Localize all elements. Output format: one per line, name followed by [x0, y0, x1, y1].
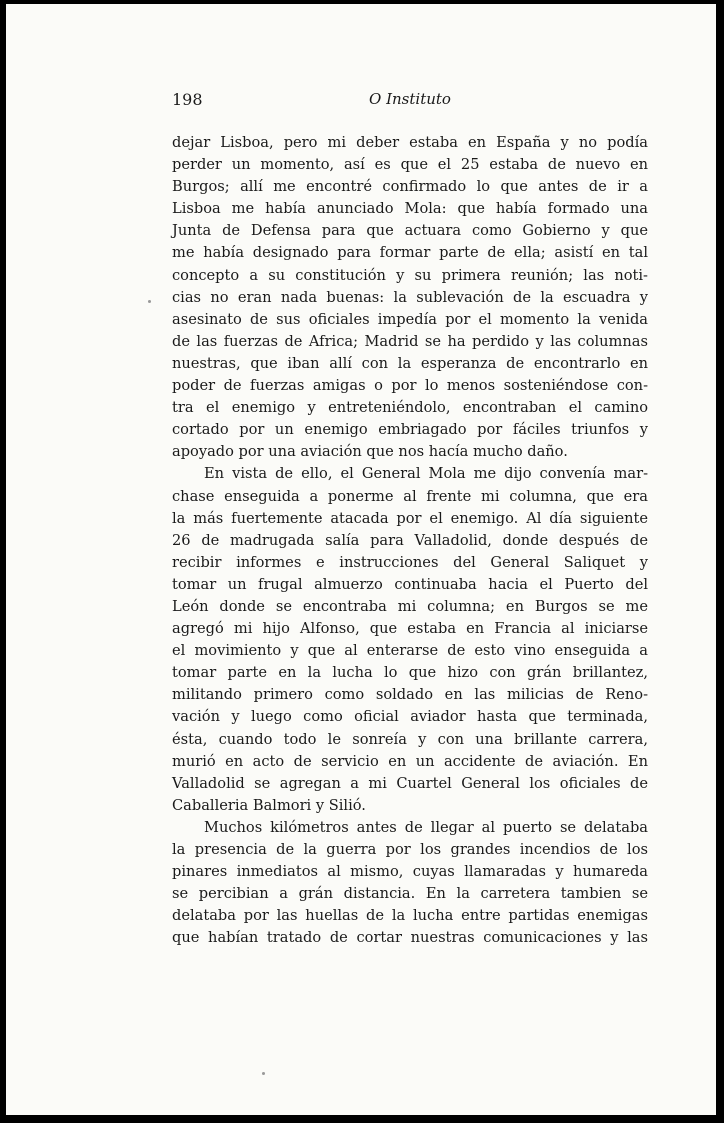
text-line: Muchos kilómetros antes de llegar al puerto se delataba: [204, 818, 648, 836]
page-number: 198: [172, 90, 203, 109]
text-line: cias no eran nada buenas: la sublevación de la escuadra y: [172, 288, 648, 306]
text-line: 26 de madrugada salía para Valladolid, donde después de: [172, 531, 648, 549]
text-line: se percibian a grán distancia. En la carretera tambien se: [172, 885, 648, 903]
text-line: la presencia de la guerra por los grandes incendios de los: [172, 841, 648, 858]
text-line: Caballeria Balmori y Silió.: [172, 796, 366, 814]
text-line: Junta de Defensa para que actuara como Gobierno y que: [172, 222, 648, 240]
text-line: nuestras, que iban allí con la esperanza de encontrarlo en: [172, 354, 648, 372]
text-line: me había designado para formar parte de ella; asistí en tal: [172, 244, 648, 262]
text-line: militando primero como soldado en las milicias de Reno-: [172, 686, 648, 704]
text-line: tra el enemigo y entreteniéndolo, encontraban el camino: [172, 399, 648, 417]
text-line: concepto a su constitución y su primera reunión; las noti-: [172, 266, 648, 284]
text-line: apoyado por una aviación que nos hacía mucho daño.: [172, 443, 568, 461]
paper-speck: [148, 300, 151, 303]
text-line: Lisboa me había anunciado Mola: que había formado una: [172, 200, 648, 218]
text-line: poder de fuerzas amigas o por lo menos sosteniéndose con-: [172, 377, 648, 395]
text-line: de las fuerzas de Africa; Madrid se ha perdido y las columnas: [172, 332, 648, 350]
paragraph: [172, 463, 648, 817]
page-header: [172, 90, 648, 114]
text-line: cortado por un enemigo embriagado por fáciles triunfos y: [172, 421, 648, 439]
text-line: En vista de ello, el General Mola me dijo convenía mar-: [204, 465, 648, 483]
text-line: ésta, cuando todo le sonreía y con una brillante carrera,: [172, 730, 648, 748]
text-line: delataba por las huellas de la lucha entre partidas enemigas: [172, 907, 648, 925]
text-line: León donde se encontraba mi columna; en Burgos se me: [172, 597, 648, 615]
text-line: el movimiento y que al enterarse de esto vino enseguida a: [172, 642, 648, 660]
text-line: asesinato de sus oficiales impedía por el momento la venida: [172, 310, 648, 328]
text-line: Valladolid se agregan a mi Cuartel General los oficiales de: [172, 774, 648, 792]
text-line: tomar un frugal almuerzo continuaba hacia el Puerto del: [172, 575, 648, 593]
text-line: Burgos; allí me encontré confirmado lo que antes de ir a: [172, 178, 648, 196]
text-line: pinares inmediatos al mismo, cuyas llamaradas y humareda: [172, 863, 648, 881]
text-line: vación y luego como oficial aviador hasta que terminada,: [172, 708, 648, 726]
running-title: O Instituto: [369, 90, 451, 108]
text-line: tomar parte en la lucha lo que hizo con grán brillantez,: [172, 664, 648, 682]
text-line: perder un momento, así es que el 25 estaba de nuevo en: [172, 156, 648, 174]
text-line: recibir informes e instrucciones del General Saliquet y: [172, 553, 648, 571]
text-line: chase enseguida a ponerme al frente mi columna, que era: [172, 487, 648, 505]
text-line: murió en acto de servicio en un accidente de aviación. En: [172, 752, 648, 770]
text-line: dejar Lisboa, pero mi deber estaba en España y no podía: [172, 134, 648, 151]
paper-speck: [262, 1072, 265, 1075]
text-line: que habían tratado de cortar nuestras comunicaciones y las: [172, 929, 648, 947]
paragraph: [172, 817, 648, 950]
paragraph: [172, 132, 648, 463]
body-text: [172, 132, 648, 949]
book-page: [6, 4, 716, 1115]
text-line: agregó mi hijo Alfonso, que estaba en Francia al iniciarse: [172, 620, 648, 638]
text-line: la más fuertemente atacada por el enemigo. Al día siguiente: [172, 509, 648, 527]
